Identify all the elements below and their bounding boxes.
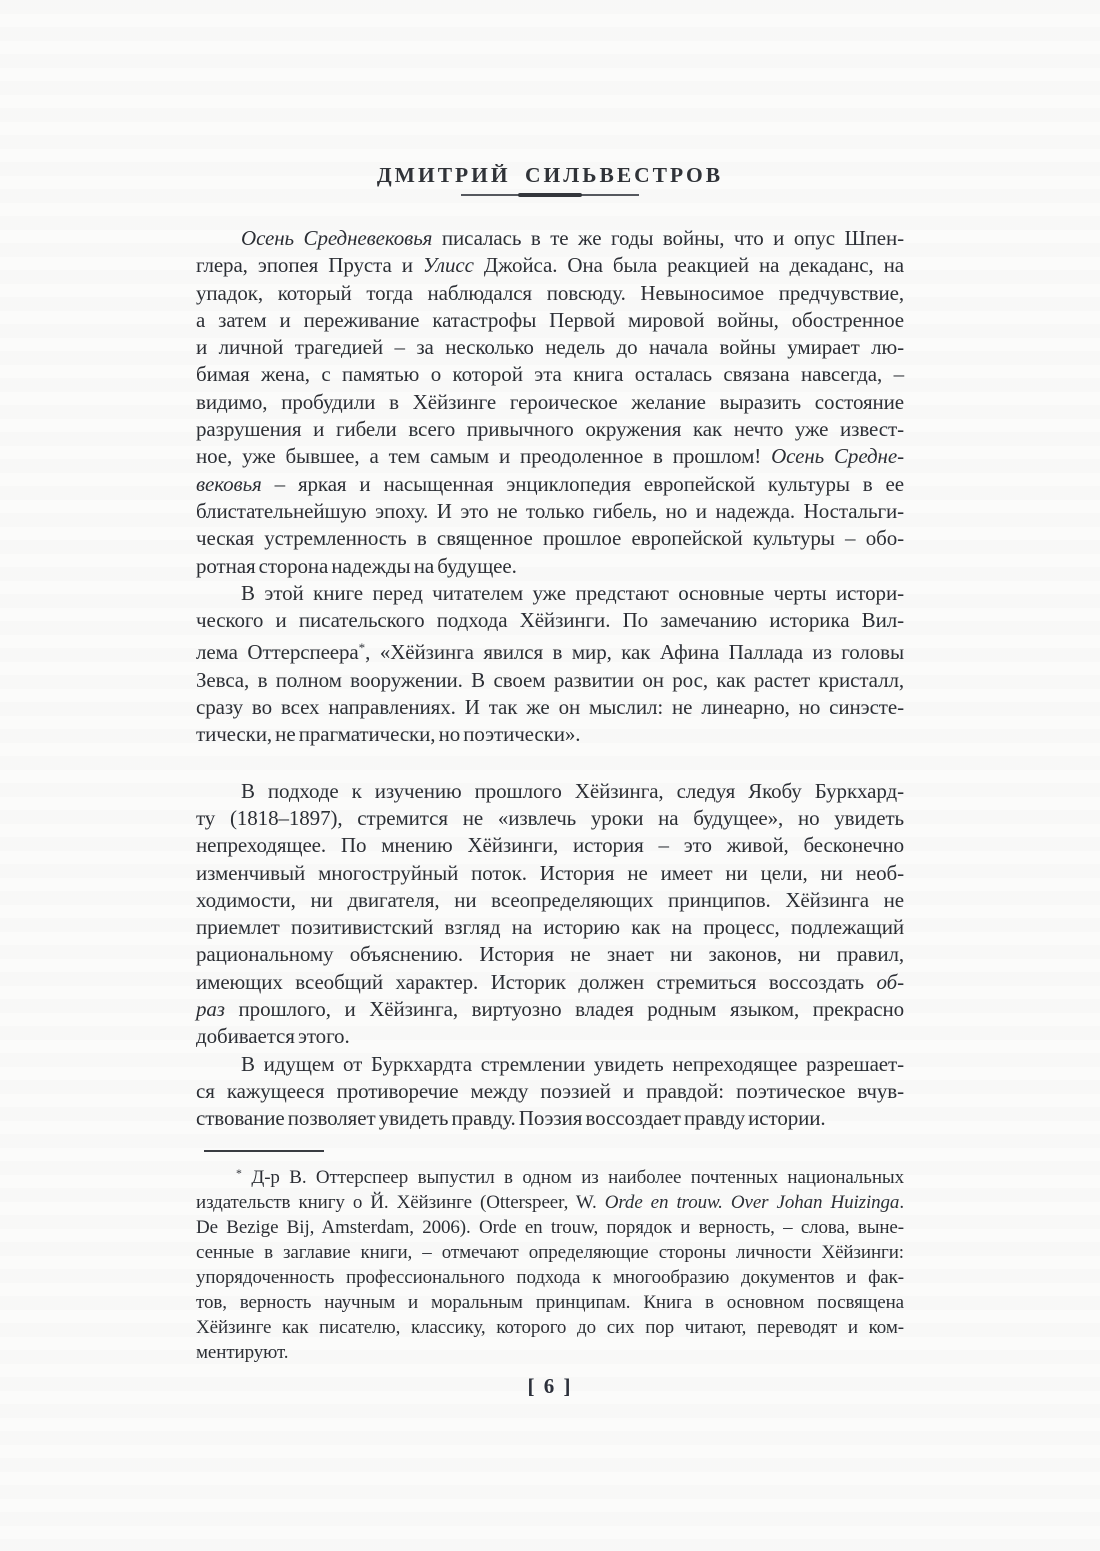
footnote-separator	[204, 1150, 324, 1152]
text-segment: добивается этого.	[196, 1024, 350, 1049]
text-line	[196, 361, 904, 388]
text-segment: .	[899, 1191, 904, 1213]
text-segment: ческого и писательского подхода Хёйзинги. По замечанию историка Вил-	[196, 608, 904, 633]
text-line	[196, 721, 904, 748]
text-line	[196, 887, 904, 914]
text-segment: Джойса. Она была реакцией на декаданс, на	[473, 253, 904, 278]
text-segment: ческая устремленность в священное прошлое европейской культуры – обо-	[196, 526, 904, 551]
text-segment: вековья	[196, 471, 262, 496]
paragraph	[196, 778, 904, 1051]
text-line	[196, 1240, 904, 1265]
text-segment: ствование позволяет увидеть правду. Поэзия воссоздает правду истории.	[196, 1106, 826, 1131]
footnote	[196, 1161, 904, 1365]
text-segment: В подходе к изучению прошлого Хёйзинга, следуя Якобу Буркхард-	[241, 778, 904, 803]
text-line	[196, 1290, 904, 1315]
text-segment: ту (1818–1897), стремится не «извлечь уроки на будущее», но увидеть	[196, 805, 904, 830]
paragraph	[196, 580, 904, 749]
text-segment: Осень Средне-	[771, 444, 904, 469]
footnote-marker: *	[358, 640, 366, 656]
text-line	[196, 471, 904, 498]
text-segment: Улисс	[422, 253, 474, 278]
text-segment: упадок, который тогда наблюдался повсюду. Невыносимое предчувствие,	[196, 280, 904, 305]
text-segment: Хёйзинге как писателю, классику, которого до сих пор читают, переводят и ком-	[196, 1316, 904, 1338]
text-segment: – яркая и насыщенная энциклопедия европейской культуры в ее	[261, 471, 904, 496]
text-segment: В идущем от Буркхардта стремлении увидеть непреходящее разрешает-	[241, 1051, 904, 1076]
text-line	[196, 1265, 904, 1290]
text-line	[196, 1215, 904, 1240]
text-segment: глера, эпопея Пруста и	[196, 253, 423, 278]
text-segment: Orde en trouw. Over Johan Huizinga	[604, 1191, 900, 1213]
text-segment: ное, уже бывшее, а тем самым и преодоленное в прошлом!	[196, 444, 772, 469]
text-line	[196, 280, 904, 307]
text-line	[196, 634, 904, 666]
paragraph	[196, 1051, 904, 1133]
text-segment: прошлого, и Хёйзинга, виртуозно владея родным языком, прекрасно	[224, 997, 904, 1022]
text-line	[196, 389, 904, 416]
text-line	[196, 1078, 904, 1105]
text-line	[196, 1105, 904, 1132]
text-line	[196, 553, 904, 580]
text-segment: сразу во всех направлениях. И так же он мыслил: не линеарно, но синэсте-	[196, 695, 904, 720]
text-line	[196, 225, 904, 252]
text-line	[196, 607, 904, 634]
text-line	[196, 914, 904, 941]
text-segment: непреходящее. По мнению Хёйзинги, история – это живой, бесконечно	[196, 833, 904, 858]
text-segment: блистательнейшую эпоху. И это не только гибель, но и надежда. Ностальги-	[196, 498, 904, 523]
text-line	[196, 416, 904, 443]
text-segment: Зевса, в полном вооружении. В своем развитии он рос, как растет кристалл,	[196, 667, 904, 692]
text-line	[196, 778, 904, 805]
text-segment: сенные в заглавие книги, – отмечают определяющие стороны личности Хёйзинги:	[196, 1241, 904, 1263]
text-segment: писалась в те же годы войны, что и опус Шпен-	[432, 226, 904, 250]
text-line	[196, 443, 904, 470]
text-segment: видимо, пробудили в Хёйзинге героическое желание выразить состояние	[196, 389, 904, 414]
text-line	[196, 1340, 904, 1365]
text-segment: De Bezige Bij, Amsterdam, 2006). Orde en trouw, порядок и верность, – слова, выне-	[196, 1216, 904, 1238]
text-segment: Осень Средневековья	[241, 226, 433, 250]
text-line	[196, 334, 904, 361]
text-segment: ротная сторона надежды на будущее.	[196, 553, 517, 578]
text-segment: об-	[876, 969, 904, 994]
text-segment: Д-р В. Оттерспеер выпустил в одном из наиболее почтенных национальных	[241, 1166, 904, 1188]
page-number: [ 6 ]	[527, 1373, 573, 1398]
text-line	[196, 694, 904, 721]
text-segment: приемлет позитивистский взгляд на историю как на процесс, подлежащий	[196, 915, 904, 940]
text-segment: издательств книгу о Й. Хёйзинге (Otterspeer, W.	[196, 1191, 605, 1213]
text-line	[196, 667, 904, 694]
text-line	[196, 941, 904, 968]
page-content	[196, 225, 904, 1399]
paragraph	[196, 225, 904, 580]
text-line	[196, 860, 904, 887]
text-segment: , «Хёйзинга явился в мир, как Афина Паллада из головы	[365, 640, 904, 665]
divider-ornament	[461, 192, 639, 198]
text-line	[196, 805, 904, 832]
text-line	[196, 307, 904, 334]
text-segment: В этой книге перед читателем уже предстают основные черты истори-	[241, 580, 904, 605]
divider-center-bar	[518, 193, 582, 197]
text-line	[196, 1023, 904, 1050]
text-segment: имеющих всеобщий характер. Историк должен стремиться воссоздать	[196, 969, 877, 994]
text-line	[196, 969, 904, 996]
text-line	[196, 1315, 904, 1340]
text-segment: раз	[196, 997, 225, 1022]
text-segment: тически, не прагматически, но поэтически».	[196, 722, 581, 747]
footnote-marker: *	[236, 1166, 242, 1180]
body-text	[196, 225, 904, 1133]
author-heading: ДМИТРИЙ СИЛЬВЕСТРОВ	[376, 163, 724, 187]
text-segment: тов, верность научным и моральным принципам. Книга в основном посвящена	[196, 1291, 904, 1313]
text-segment: разрушения и гибели всего привычного окружения как нечто уже извест-	[196, 417, 904, 442]
text-line	[196, 1161, 904, 1190]
text-line	[196, 525, 904, 552]
text-segment: упорядоченность профессионального подхода к многообразию документов и фак-	[196, 1266, 904, 1288]
text-segment: изменчивый многоструйный поток. История не имеет ни цели, ни необ-	[196, 860, 904, 885]
text-segment: а затем и переживание катастрофы Первой мировой войны, обостренное	[196, 307, 904, 332]
text-segment: рациональному объяснению. История не знает ни законов, ни правил,	[196, 942, 904, 967]
text-line	[196, 996, 904, 1023]
text-line	[196, 252, 904, 279]
paragraph	[196, 1161, 904, 1365]
text-segment: ходимости, ни двигателя, ни всеопределяющих принципов. Хёйзинга не	[196, 887, 904, 912]
text-line	[196, 1051, 904, 1078]
page-header	[0, 162, 1100, 198]
text-line	[196, 1190, 904, 1215]
text-segment: бимая жена, с памятью о которой эта книга осталась связана навсегда, –	[196, 362, 904, 387]
text-segment: лема Оттерспеера	[196, 640, 359, 665]
text-line	[196, 498, 904, 525]
text-segment: ся кажущееся противоречие между поэзией и правдой: поэтическое вчув-	[196, 1078, 904, 1103]
text-segment: ментируют.	[196, 1341, 289, 1363]
text-line	[196, 580, 904, 607]
text-segment: и личной трагедией – за несколько недель до начала войны умирает лю-	[196, 335, 904, 360]
text-line	[196, 832, 904, 859]
